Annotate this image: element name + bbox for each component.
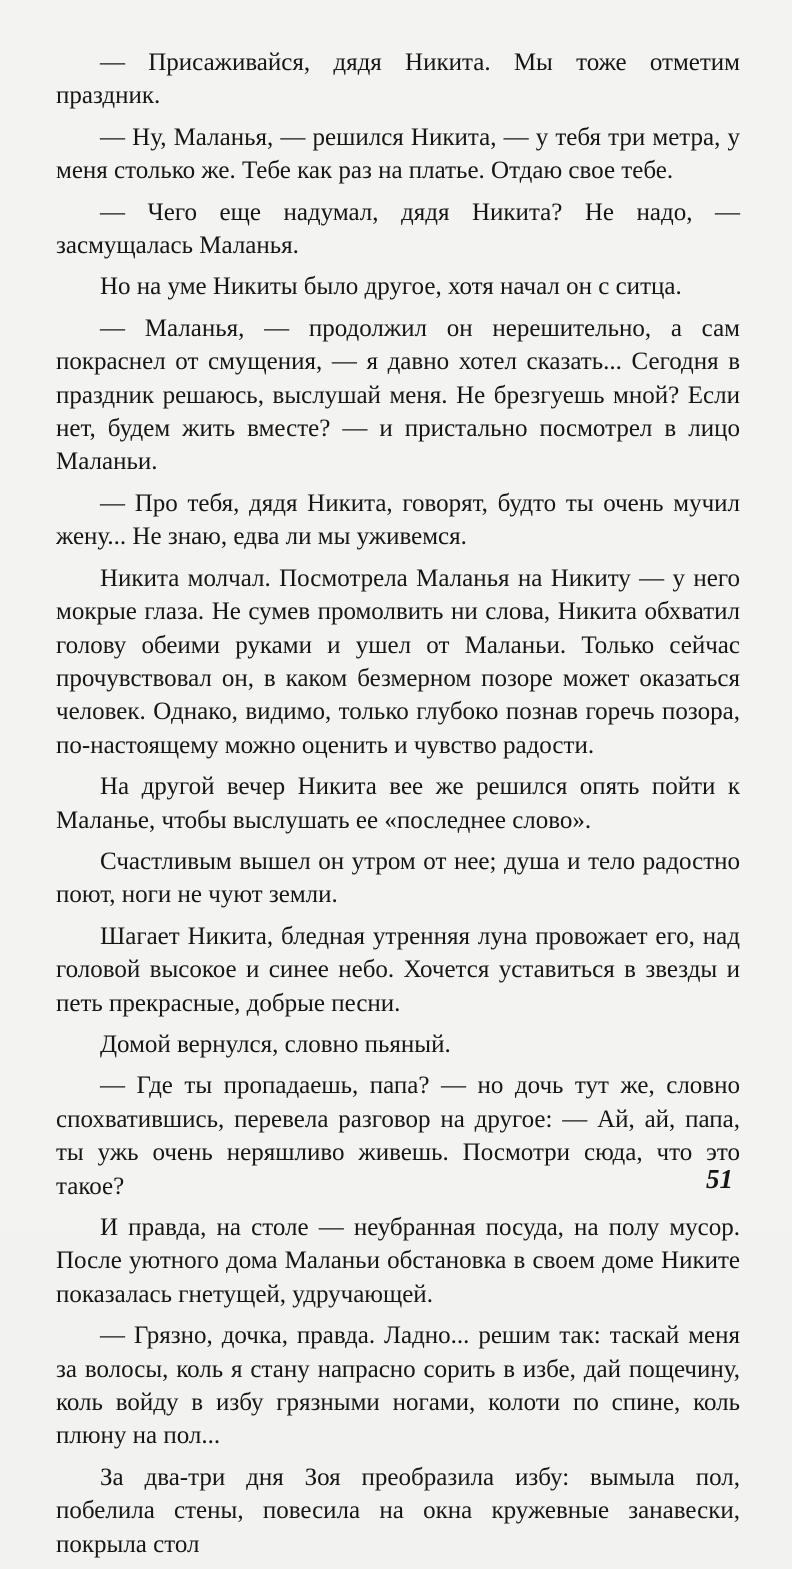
paragraph-1: — Присаживайся, дядя Никита. Мы тоже отметим праздник.	[56, 49, 740, 110]
paragraph-7: Никита молчал. Посмотрела Маланья на Никиту — у него мокрые глаза. Не сумев промолвить ни слова, Никита обхватил голову обеими руками и ушел от Маланьи. Только сейчас прочувствовал он, в каком безмерном позоре может оказаться человек. Однако, видимо, только глубоко познав горечь позора, по-настоящему можно оценить и чувство радости.	[56, 564, 740, 759]
paragraph-15: За два-три дня Зоя преобразила избу: вымыла пол, побелила стены, повесила на окна кружевные занавески, покрыла стол	[56, 1463, 740, 1558]
paragraph-4: Но на уме Никиты было другое, хотя начал он с ситца.	[100, 273, 682, 301]
paragraph-11: Домой вернулся, словно пьяный.	[100, 1030, 451, 1058]
page-number: 51	[706, 1164, 733, 1194]
paragraph-9: Счастливым вышел он утром от нее; душа и тело радостно поют, ноги не чуют земли.	[56, 847, 740, 909]
paragraph-3: — Чего еще надумал, дядя Никита? Не надо, — засмущалась Маланья.	[56, 198, 740, 260]
paragraph-5: — Маланья, — продолжил он нерешительно, а сам покраснел от смущения, — я давно хотел сказать... Сегодня в праздник решаюсь, выслушай меня. Не брезгуешь мной? Если нет, будем жить вместе? — и пристально посмотрел в лицо Маланьи.	[56, 314, 740, 476]
paragraph-6: — Про тебя, дядя Никита, говорят, будто ты очень мучил жену... Не знаю, едва ли мы уживемся.	[56, 489, 740, 551]
paragraph-13: И правда, на столе — неубранная посуда, на полу мусор. После уютного дома Маланьи обстановка в своем доме Никите показалась гнетущей, удручающей.	[56, 1214, 740, 1308]
page-text	[56, 46, 740, 1569]
paragraph-12: — Где ты пропадаешь, папа? — но дочь тут же, словно спохватившись, перевела разговор на другое: — Ай, ай, папа, ты ужь очень неряшливо живешь. Посмотри сюда, что это такое?	[56, 1072, 740, 1200]
paragraph-10: Шагает Никита, бледная утренняя луна провожает его, над головой высокое и синее небо. Хочется уставиться в звезды и петь прекрасные, добрые песни.	[56, 922, 740, 1017]
paragraph-2: — Ну, Маланья, — решился Никита, — у тебя три метра, у меня столько же. Тебе как раз на платье. Отдаю свое тебе.	[56, 123, 740, 185]
paragraph-8: На другой вечер Никита вее же решился опять пойти к Маланье, чтобы выслушать ее «последнее слово».	[56, 773, 740, 834]
paragraph-14: — Грязно, дочка, правда. Ладно... решим так: таскай меня за волосы, коль я стану напрасно сорить в избе, дай пощечину, коль войду в избу грязными ногами, колоти по спине, коль плюну на пол...	[56, 1322, 740, 1450]
